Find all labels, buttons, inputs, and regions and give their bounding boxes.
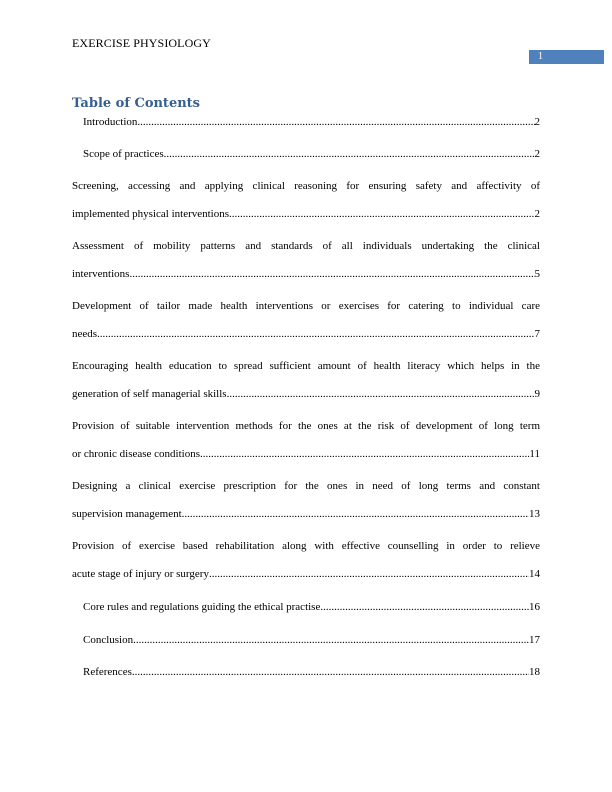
toc-entry-line: Provision of suitable intervention methods for the ones at the risk of development of long term — [72, 420, 540, 432]
toc-entry-text: interventions — [72, 268, 130, 280]
toc-entry-text: References — [83, 666, 132, 678]
dot-leader — [97, 327, 534, 341]
running-head: EXERCISE PHYSIOLOGY — [72, 36, 211, 50]
toc-entry-line: Designing a clinical exercise prescription for the ones in need of long terms and constant — [72, 480, 540, 492]
toc-entry-text: Core rules and regulations guiding the ethical practise — [83, 601, 321, 613]
toc-entry-line: Encouraging health education to spread sufficient amount of health literacy which helps in the — [72, 360, 540, 372]
toc-entry-core-rules[interactable] — [83, 600, 540, 614]
toc-page-number: 2 — [534, 116, 540, 128]
toc-page-number: 13 — [529, 508, 540, 520]
dot-leader — [133, 633, 529, 647]
toc-entry-text: generation of self managerial skills — [72, 388, 227, 400]
toc-page-number: 18 — [529, 666, 540, 678]
dot-leader — [132, 665, 529, 679]
dot-leader — [129, 267, 534, 281]
toc-entry-screening[interactable] — [72, 179, 540, 221]
toc-entry-intervention-methods[interactable] — [72, 419, 540, 461]
toc-entry-text: implemented physical interventions — [72, 208, 230, 220]
toc-page-number: 14 — [529, 568, 540, 580]
toc-entry-line: Assessment of mobility patterns and standards of all individuals undertaking the clinical — [72, 240, 540, 252]
toc-entry-conclusion[interactable] — [83, 633, 540, 647]
page-number-badge: 1 — [529, 50, 604, 64]
toc-entry-text: needs — [72, 328, 98, 340]
toc-page-number: 5 — [534, 268, 540, 280]
toc-page-number: 2 — [534, 148, 540, 160]
toc-entry-development[interactable] — [72, 299, 540, 341]
toc-entry-text: supervision management — [72, 508, 182, 520]
toc-entry-scope-of-practices[interactable] — [83, 147, 540, 161]
toc-entry-line: Development of tailor made health interventions or exercises for catering to individual care — [72, 300, 540, 312]
toc-entry-references[interactable] — [83, 665, 540, 679]
toc-page-number: 9 — [534, 388, 540, 400]
toc-title: Table of Contents — [72, 96, 200, 111]
toc-entry-text: Conclusion — [83, 634, 134, 646]
toc-page-number: 7 — [534, 328, 540, 340]
toc-page-number: 2 — [534, 208, 540, 220]
dot-leader — [227, 387, 535, 401]
toc-page-number: 11 — [529, 448, 540, 460]
toc-entry-exercise-prescription[interactable] — [72, 479, 540, 521]
toc-entry-text: acute stage of injury or surgery — [72, 568, 209, 580]
toc-entry-introduction[interactable] — [83, 115, 540, 129]
toc-entry-text: Introduction — [83, 116, 138, 128]
dot-leader — [209, 567, 529, 581]
dot-leader — [137, 115, 534, 129]
toc-page-number: 16 — [529, 601, 540, 613]
dot-leader — [200, 447, 529, 461]
dot-leader — [320, 600, 529, 614]
toc-entry-text: or chronic disease conditions — [72, 448, 200, 460]
toc-entry-line: Screening, accessing and applying clinical reasoning for ensuring safety and affectivity of — [72, 180, 540, 192]
toc-entry-assessment[interactable] — [72, 239, 540, 281]
toc-page-number: 17 — [529, 634, 540, 646]
dot-leader — [164, 147, 535, 161]
dot-leader — [182, 507, 529, 521]
dot-leader — [229, 207, 534, 221]
toc-entry-health-education[interactable] — [72, 359, 540, 401]
toc-entry-line: Provision of exercise based rehabilitation along with effective counselling in order to relieve — [72, 540, 540, 552]
toc-entry-text: Scope of practices — [83, 148, 164, 160]
toc-entry-rehabilitation[interactable] — [72, 539, 540, 581]
